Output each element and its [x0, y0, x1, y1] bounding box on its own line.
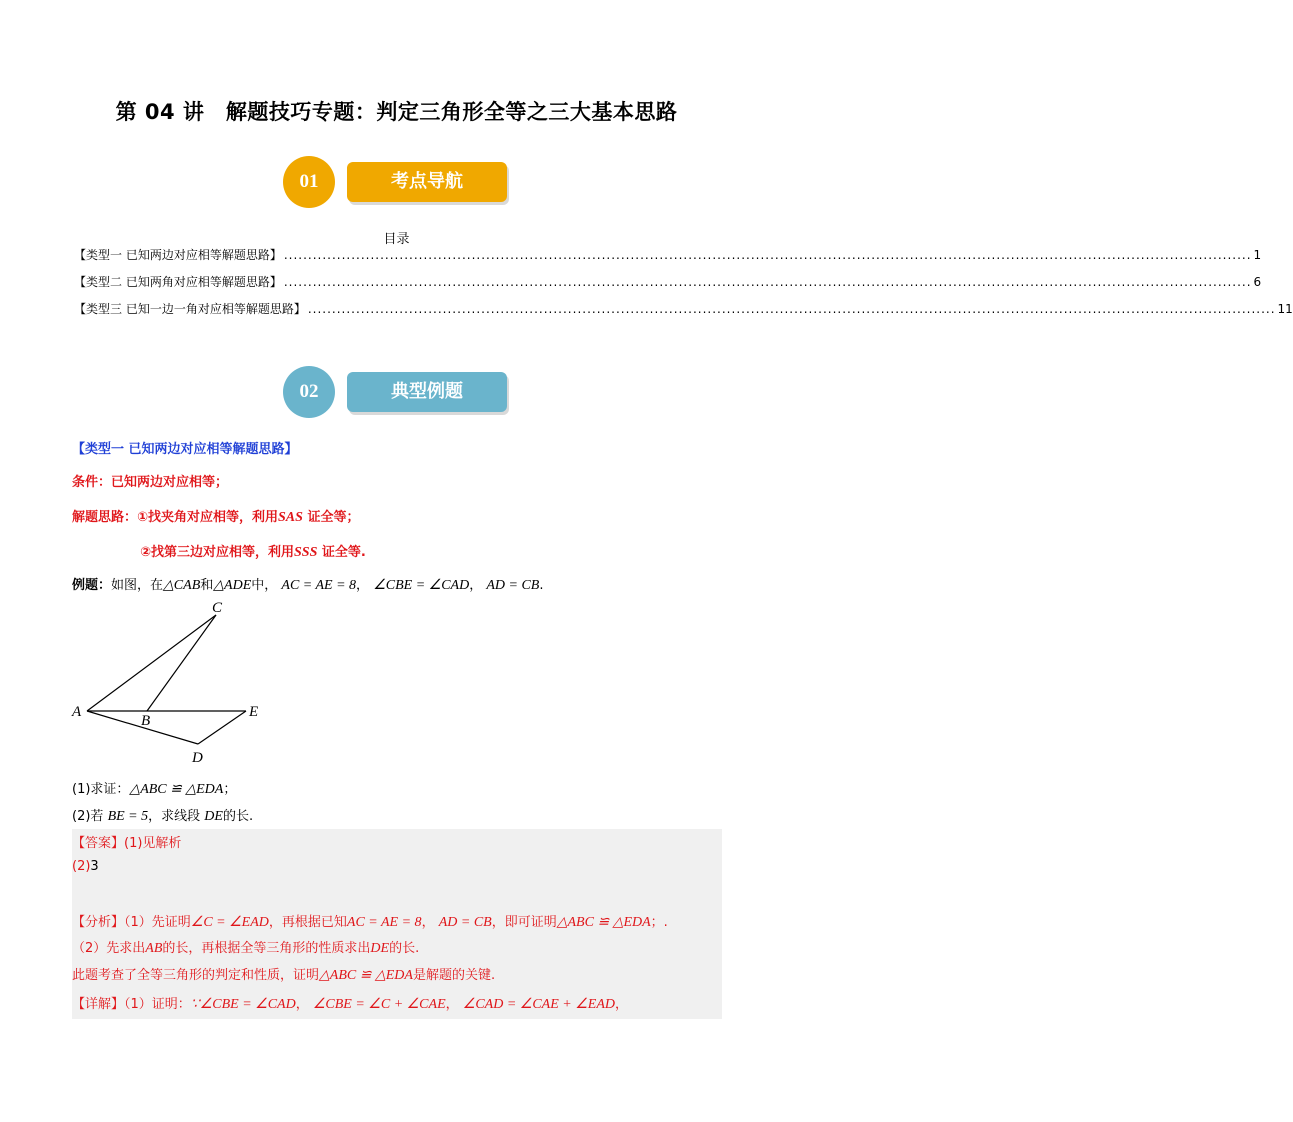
idea2-text: ②找第三边对应相等，利用 — [140, 545, 295, 560]
toc-title: 目录 — [383, 232, 410, 247]
point-label-C: C — [212, 600, 223, 616]
segment-AC — [87, 615, 216, 711]
analysis-tag: 【分析】 — [72, 915, 125, 930]
example-math: △CAB — [163, 578, 201, 593]
question-text: (1)求证： — [72, 782, 130, 797]
section-badge-02 — [283, 366, 511, 418]
toc-leader: ......................................................................................................................................................................................................... — [283, 275, 1252, 289]
toc-item[interactable] — [74, 273, 1262, 290]
answer-part-value: 3 — [90, 859, 99, 874]
analysis-line-1 — [72, 911, 668, 931]
question-1 — [72, 778, 236, 798]
detail-math: ∠CBE = ∠C + ∠CAE — [312, 997, 446, 1012]
segment-CB — [147, 615, 216, 711]
point-label-D: D — [192, 750, 203, 766]
analysis-math: AC = AE = 8 — [346, 915, 422, 930]
answer-line-1 — [72, 832, 181, 851]
question-math: DE — [204, 809, 223, 824]
question-text: 的长. — [222, 809, 254, 824]
detail-text: （1）证明： — [124, 997, 191, 1012]
answer-part-number: (2) — [72, 859, 91, 874]
detail-tag: 【详解】 — [72, 997, 125, 1012]
example-text: 中， — [251, 578, 278, 593]
example-text: 和 — [200, 578, 214, 593]
question-text: ； — [223, 782, 237, 797]
analysis-line-3 — [72, 964, 495, 984]
toc-leader: ......................................................................................................................................................................................................... — [283, 248, 1252, 262]
analysis-text: ；. — [650, 915, 668, 930]
point-label-A: A — [72, 704, 82, 720]
analysis-text: 是解题的关键. — [412, 968, 496, 983]
idea1-text: 解题思路：①找夹角对应相等，利用 — [72, 510, 279, 525]
question-text: ，求线段 — [148, 809, 201, 824]
geometry-figure — [70, 598, 270, 770]
detail-text: ， — [615, 997, 629, 1012]
point-label-E: E — [249, 704, 259, 720]
idea-line-2 — [140, 541, 366, 561]
analysis-math: AD = CB — [438, 915, 492, 930]
analysis-text: （1）先证明 — [124, 915, 191, 930]
example-text: ， — [469, 578, 483, 593]
idea1-tail: 证全等； — [302, 510, 360, 525]
segment-DE — [198, 711, 246, 744]
analysis-text: ，再根据已知 — [268, 915, 347, 930]
example-math: AD = CB — [486, 578, 540, 593]
point-label-B: B — [141, 713, 151, 729]
badge-label: 考点导航 — [347, 162, 507, 202]
analysis-math: ∠C = ∠EAD — [190, 915, 269, 930]
toc-item-label: 【类型二 已知两角对应相等解题思路】 — [74, 275, 282, 289]
badge-number: 01 — [283, 156, 335, 208]
question-math: △ABC ≌ △EDA — [129, 782, 224, 797]
badge-label: 典型例题 — [347, 372, 507, 412]
analysis-math: DE — [370, 941, 390, 956]
idea2-tail: 证全等. — [317, 545, 366, 560]
section-heading: 【类型一 已知两边对应相等解题思路】 — [72, 442, 298, 457]
toc-item[interactable] — [74, 246, 1262, 263]
analysis-text: （2）先求出 — [72, 941, 146, 956]
answer-part-1: (1)见解析 — [124, 836, 182, 851]
analysis-math: △ABC ≌ △EDA — [556, 915, 651, 930]
question-text: (2)若 — [72, 809, 104, 824]
detail-math: ∠CAD = ∠CAE + ∠EAD — [462, 997, 615, 1012]
toc-item-page: 1 — [1253, 248, 1262, 262]
analysis-math: △ABC ≌ △EDA — [319, 968, 413, 983]
example-label: 例题： — [72, 578, 112, 593]
toc-item-label: 【类型一 已知两边对应相等解题思路】 — [74, 248, 282, 262]
example-math: ∠CBE = ∠CAD — [373, 578, 470, 593]
example-text: 如图，在 — [111, 578, 164, 593]
idea1-math: SAS — [278, 510, 303, 525]
detail-line-1 — [72, 993, 628, 1013]
section-badge-01 — [283, 156, 511, 208]
toc-item-page: 6 — [1253, 275, 1262, 289]
toc-leader: ......................................................................................................................................................................................................... — [307, 302, 1276, 316]
toc-item-label: 【类型三 已知一边一角对应相等解题思路】 — [74, 302, 306, 316]
condition-line: 条件：已知两边对应相等； — [72, 475, 229, 490]
analysis-text: 此题考查了全等三角形的判定和性质，证明 — [72, 968, 320, 983]
example-text: . — [539, 578, 544, 593]
detail-math: ∵∠CBE = ∠CAD — [190, 997, 296, 1012]
example-math: AC = AE = 8 — [281, 578, 357, 593]
idea-line-1 — [72, 506, 359, 526]
question-2 — [72, 805, 253, 825]
detail-text: ， — [295, 997, 309, 1012]
badge-number: 02 — [283, 366, 335, 418]
analysis-text: ，即可证明 — [491, 915, 557, 930]
answer-tag: 【答案】 — [72, 836, 125, 851]
example-text: ， — [356, 578, 370, 593]
page-title: 第 04 讲 解题技巧专题：判定三角形全等之三大基本思路 — [115, 100, 678, 124]
analysis-line-2 — [72, 937, 419, 957]
toc-item-page: 11 — [1277, 302, 1293, 316]
analysis-text: 的长. — [389, 941, 420, 956]
example-statement — [72, 574, 544, 594]
analysis-text: 的长，再根据全等三角形的性质求出 — [162, 941, 371, 956]
detail-text: ， — [445, 997, 459, 1012]
analysis-math: AB — [145, 941, 163, 956]
answer-line-2 — [72, 859, 99, 874]
example-math: △ADE — [213, 578, 252, 593]
idea2-math: SSS — [294, 545, 318, 560]
question-math: BE = 5 — [107, 809, 149, 824]
analysis-text: ， — [421, 915, 435, 930]
toc-item[interactable] — [74, 300, 1293, 317]
